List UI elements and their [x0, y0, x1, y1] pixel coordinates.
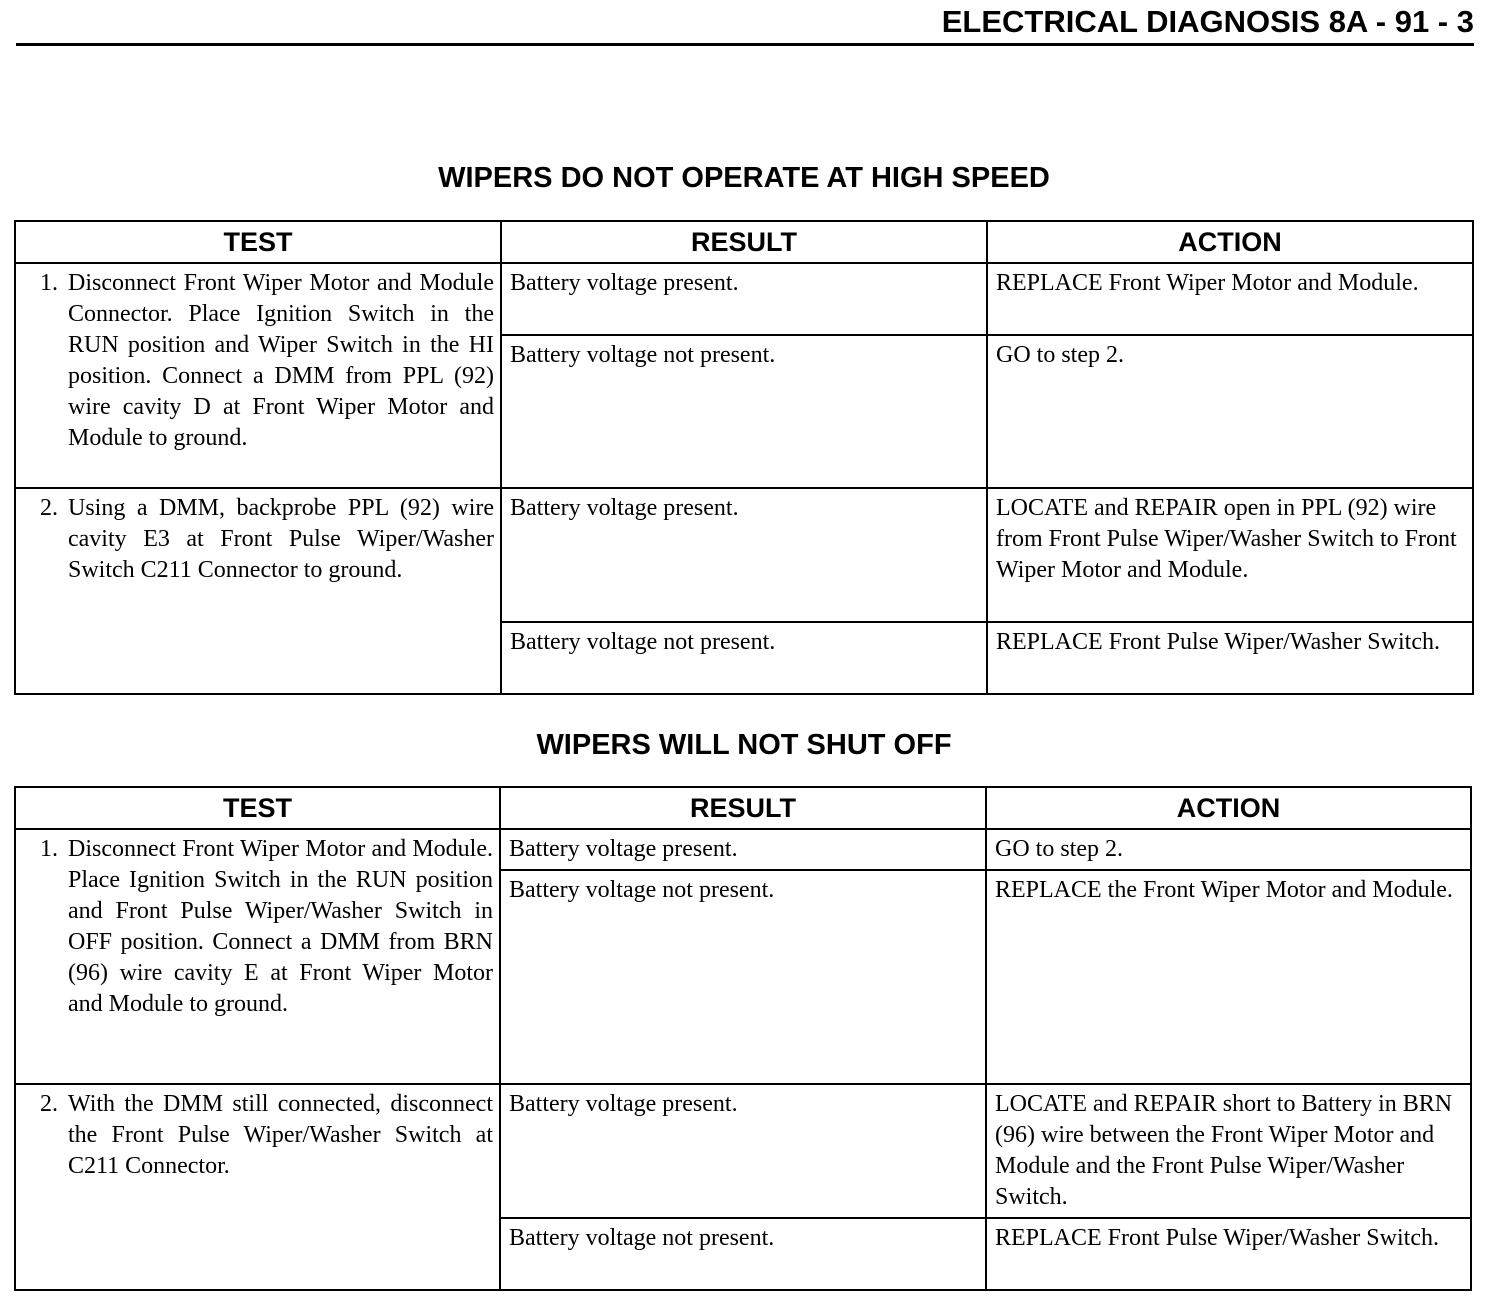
- result-cell: Battery voltage present.: [500, 1084, 986, 1218]
- test-cell: [15, 829, 500, 1084]
- step-test-text: With the DMM still connected, disconnect the Front Pulse Wiper/Washer Switch at C211 Connector.: [68, 1091, 493, 1179]
- diagnosis-table-will-not-shut-off: [14, 786, 1472, 1291]
- table-row: [15, 1084, 1471, 1218]
- action-cell: LOCATE and REPAIR short to Battery in BRN (96) wire between the Front Wiper Motor and Module and the Front Pulse Wiper/Washer Switch.: [986, 1084, 1471, 1218]
- result-cell: Battery voltage present.: [501, 263, 987, 335]
- step-test-text: Using a DMM, backprobe PPL (92) wire cavity E3 at Front Pulse Wiper/Washer Switch C211 Connector to ground.: [68, 495, 494, 583]
- section-title-high-speed: WIPERS DO NOT OPERATE AT HIGH SPEED: [438, 162, 1050, 194]
- action-cell: LOCATE and REPAIR open in PPL (92) wire from Front Pulse Wiper/Washer Switch to Front Wiper Motor and Module.: [987, 488, 1473, 622]
- step-number: 2.: [40, 495, 58, 521]
- result-cell: Battery voltage not present.: [500, 870, 986, 1084]
- result-cell: Battery voltage present.: [500, 829, 986, 870]
- table-row: [15, 263, 1473, 335]
- page-header-title: ELECTRICAL DIAGNOSIS 8A - 91 - 3: [941, 4, 1474, 39]
- column-header-test: TEST: [15, 221, 501, 263]
- result-cell: Battery voltage not present.: [500, 1218, 986, 1290]
- step-number: 1.: [40, 836, 58, 862]
- table-header-row: [15, 221, 1473, 263]
- action-cell: GO to step 2.: [986, 829, 1471, 870]
- step-test-text: Disconnect Front Wiper Motor and Module. Place Ignition Switch in the RUN position and Front Pulse Wiper/Washer Switch in OFF position. Connect a DMM from BRN (96) wire cavity E at Front Wiper Motor and Module to ground.: [68, 836, 493, 1017]
- step-number: 2.: [40, 1091, 58, 1117]
- action-cell: REPLACE the Front Wiper Motor and Module.: [986, 870, 1471, 1084]
- table-header-row: [15, 787, 1471, 829]
- step-test-text: Disconnect Front Wiper Motor and Module Connector. Place Ignition Switch in the RUN position and Wiper Switch in the HI position. Connect a DMM from PPL (92) wire cavity D at Front Wiper Motor and Module to ground.: [68, 270, 494, 451]
- result-cell: Battery voltage not present.: [501, 622, 987, 694]
- column-header-action: ACTION: [986, 787, 1471, 829]
- header-rule: [16, 43, 1474, 46]
- column-header-test: TEST: [15, 787, 500, 829]
- step-number: 1.: [40, 270, 58, 296]
- action-cell: REPLACE Front Wiper Motor and Module.: [987, 263, 1473, 335]
- section-title-will-not-shut-off: WIPERS WILL NOT SHUT OFF: [536, 729, 952, 761]
- table-row: [15, 488, 1473, 622]
- column-header-result: RESULT: [500, 787, 986, 829]
- test-cell: [15, 488, 501, 694]
- result-cell: Battery voltage present.: [501, 488, 987, 622]
- page-header: [0, 0, 1488, 50]
- action-cell: REPLACE Front Pulse Wiper/Washer Switch.: [986, 1218, 1471, 1290]
- table-row: [15, 829, 1471, 870]
- test-cell: [15, 1084, 500, 1290]
- diagnosis-table-high-speed: [14, 220, 1474, 695]
- column-header-result: RESULT: [501, 221, 987, 263]
- result-cell: Battery voltage not present.: [501, 335, 987, 488]
- test-cell: [15, 263, 501, 488]
- action-cell: REPLACE Front Pulse Wiper/Washer Switch.: [987, 622, 1473, 694]
- action-cell: GO to step 2.: [987, 335, 1473, 488]
- column-header-action: ACTION: [987, 221, 1473, 263]
